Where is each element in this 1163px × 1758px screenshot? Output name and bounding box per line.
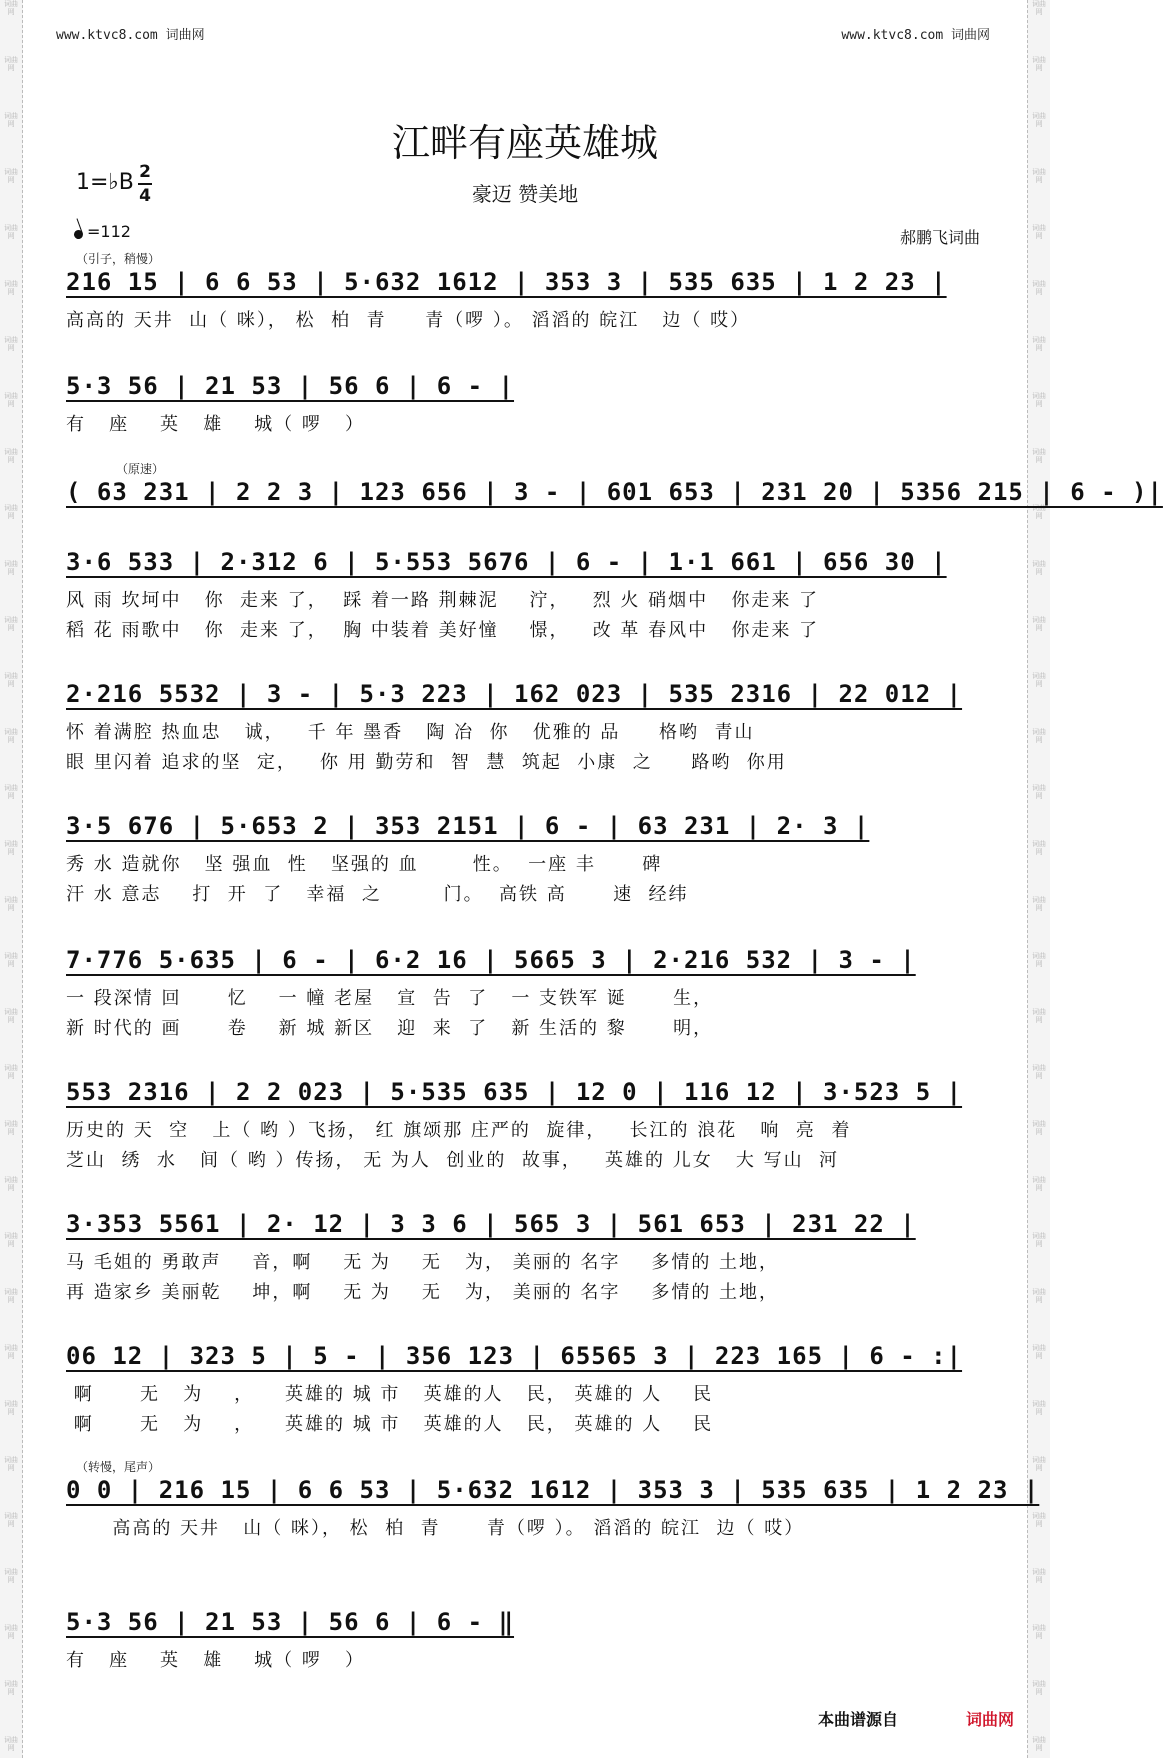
edge-watermark: 词曲网 [1032, 952, 1046, 968]
left-watermark-column [0, 0, 22, 1758]
jianpu-notes: 3·5 676 | 5·653 2 | 353 2151 | 6 - | 63 231 | 2· 3 | [66, 812, 870, 840]
time-divider [138, 183, 152, 185]
lyric-line: 啊 无 为 ， 英雄的 城 市 英雄的人 民， 英雄的 人 民 [66, 1384, 714, 1405]
song-expression: 豪迈 赞美地 [471, 182, 579, 206]
edge-watermark: 词曲网 [4, 1120, 18, 1136]
lyric-line: 有 座 英 雄 城（ 啰 ） [66, 414, 365, 435]
edge-watermark: 词曲网 [1032, 224, 1046, 240]
lyric-line: 高高的 天井 山（ 咪）， 松 柏 青 青（啰 ）。 滔滔的 皖江 边（ 哎） [66, 1518, 805, 1539]
footer-source-site[interactable]: 词曲网 [966, 1710, 1015, 1729]
lyric-line: 风 雨 坎坷中 你 走来 了， 踩 着一路 荆棘泥 泞， 烈 火 硝烟中 你走来 了 [66, 590, 820, 611]
lyric-line: 历史的 天 空 上（ 哟 ）飞扬， 红 旗颂那 庄严的 旋律， 长江的 浪花 响 亮 着 [66, 1120, 852, 1141]
lyric-line: 稻 花 雨歌中 你 走来 了， 胸 中装着 美好憧 憬， 改 革 春风中 你走来 了 [66, 620, 820, 641]
performance-direction: （原速） [116, 462, 165, 476]
edge-watermark: 词曲网 [1032, 1400, 1046, 1416]
edge-watermark: 词曲网 [4, 112, 18, 128]
edge-watermark: 词曲网 [4, 448, 18, 464]
edge-watermark: 词曲网 [4, 168, 18, 184]
edge-watermark: 词曲网 [4, 896, 18, 912]
edge-watermark: 词曲网 [4, 672, 18, 688]
edge-watermark: 词曲网 [4, 336, 18, 352]
edge-watermark: 词曲网 [4, 224, 18, 240]
edge-watermark: 词曲网 [1032, 1512, 1046, 1528]
edge-watermark: 词曲网 [1032, 392, 1046, 408]
lyric-line: 新 时代的 画 卷 新 城 新区 迎 来 了 新 生活的 黎 明， [66, 1018, 714, 1039]
jianpu-notes: 3·353 5561 | 2· 12 | 3 3 6 | 565 3 | 561 653 | 231 22 | [66, 1210, 916, 1238]
edge-watermark: 词曲网 [4, 616, 18, 632]
edge-watermark: 词曲网 [1032, 168, 1046, 184]
quarter-note-icon [73, 229, 85, 241]
song-title: 江畔有座英雄城 [391, 121, 658, 165]
lyric-line: 有 座 英 雄 城（ 啰 ） [66, 1650, 365, 1671]
edge-watermark: 词曲网 [1032, 1232, 1046, 1248]
time-signature [138, 162, 152, 206]
lyric-line: 芝山 绣 水 间（ 哟 ）传扬， 无 为人 创业的 故事， 英雄的 儿女 大 写山 河 [66, 1150, 840, 1171]
edge-watermark: 词曲网 [4, 1400, 18, 1416]
lyric-line: 一 段深情 回 忆 一 幢 老屋 宣 告 了 一 支铁军 诞 生， [66, 988, 714, 1009]
jianpu-notes: 216 15 | 6 6 53 | 5·632 1612 | 353 3 | 535 635 | 1 2 23 | [66, 268, 947, 296]
edge-watermark: 词曲网 [1032, 784, 1046, 800]
edge-watermark: 词曲网 [4, 1008, 18, 1024]
jianpu-notes: 3·6 533 | 2·312 6 | 5·553 5676 | 6 - | 1·1 661 | 656 30 | [66, 548, 947, 576]
time-numerator: 2 [139, 162, 151, 182]
edge-watermark: 词曲网 [1032, 1344, 1046, 1360]
site-url-right[interactable]: www.ktvc8.com 词曲网 [841, 28, 990, 43]
edge-watermark: 词曲网 [4, 1176, 18, 1192]
key-signature: 1=♭B [76, 170, 134, 195]
lyric-line: 马 毛姐的 勇敢声 音，啊 无 为 无 为， 美丽的 名字 多情的 土地， [66, 1252, 780, 1273]
edge-watermark: 词曲网 [1032, 448, 1046, 464]
edge-watermark: 词曲网 [4, 1512, 18, 1528]
edge-watermark: 词曲网 [4, 1680, 18, 1696]
edge-watermark: 词曲网 [1032, 56, 1046, 72]
edge-watermark: 词曲网 [1032, 1624, 1046, 1640]
edge-watermark: 词曲网 [1032, 336, 1046, 352]
edge-watermark: 词曲网 [4, 952, 18, 968]
edge-watermark: 词曲网 [1032, 1008, 1046, 1024]
edge-watermark: 词曲网 [1032, 1456, 1046, 1472]
time-denominator: 4 [139, 186, 151, 206]
edge-watermark: 词曲网 [4, 504, 18, 520]
performance-direction: （引子，稍慢） [76, 252, 161, 266]
edge-watermark: 词曲网 [1032, 560, 1046, 576]
edge-watermark: 词曲网 [4, 1736, 18, 1752]
lyric-line: 眼 里闪着 追求的坚 定， 你 用 勤劳和 智 慧 筑起 小康 之 路哟 你用 [66, 752, 787, 773]
edge-watermark: 词曲网 [1032, 504, 1046, 520]
edge-watermark: 词曲网 [4, 1064, 18, 1080]
edge-watermark: 词曲网 [4, 560, 18, 576]
jianpu-notes: 553 2316 | 2 2 023 | 5·535 635 | 12 0 | 116 12 | 3·523 5 | [66, 1078, 963, 1106]
edge-watermark: 词曲网 [1032, 1176, 1046, 1192]
edge-watermark: 词曲网 [1032, 280, 1046, 296]
jianpu-notes: 0 0 | 216 15 | 6 6 53 | 5·632 1612 | 353 3 | 535 635 | 1 2 23 | [66, 1476, 1040, 1504]
lyric-line: 秀 水 造就你 坚 强血 性 坚强的 血 性。 一座 丰 碑 [66, 854, 663, 875]
edge-watermark: 词曲网 [4, 280, 18, 296]
lyric-line: 汗 水 意志 打 开 了 幸福 之 门。 高铁 高 速 经纬 [66, 884, 689, 905]
footer-source-label: 本曲谱源自 [818, 1710, 899, 1729]
site-url-left[interactable]: www.ktvc8.com 词曲网 [56, 28, 205, 43]
left-margin-strip [0, 0, 23, 1758]
edge-watermark: 词曲网 [4, 840, 18, 856]
edge-watermark: 词曲网 [4, 1288, 18, 1304]
edge-watermark: 词曲网 [1032, 616, 1046, 632]
jianpu-notes: 2·216 5532 | 3 - | 5·3 223 | 162 023 | 535 2316 | 22 012 | [66, 680, 963, 708]
jianpu-notes: 5·3 56 | 21 53 | 56 6 | 6 - ‖ [66, 1608, 515, 1636]
jianpu-notes: 06 12 | 323 5 | 5 - | 356 123 | 65565 3 | 223 165 | 6 - :| [66, 1342, 963, 1370]
edge-watermark: 词曲网 [1032, 1736, 1046, 1752]
jianpu-notes: 7·776 5·635 | 6 - | 6·2 16 | 5665 3 | 2·216 532 | 3 - | [66, 946, 916, 974]
composer-credit: 郝鹏飞词曲 [899, 228, 980, 247]
edge-watermark: 词曲网 [1032, 1680, 1046, 1696]
edge-watermark: 词曲网 [1032, 1288, 1046, 1304]
edge-watermark: 词曲网 [4, 392, 18, 408]
tempo-marking [74, 222, 131, 241]
jianpu-notes: ( 63 231 | 2 2 3 | 123 656 | 3 - | 601 653 | 231 20 | 5356 215 | 6 - )| [66, 478, 1163, 506]
lyric-line: 高高的 天井 山（ 咪）， 松 柏 青 青（啰 ）。 滔滔的 皖江 边（ 哎） [66, 310, 751, 331]
edge-watermark: 词曲网 [1032, 112, 1046, 128]
lyric-line: 再 造家乡 美丽乾 坤，啊 无 为 无 为， 美丽的 名字 多情的 土地， [66, 1282, 780, 1303]
edge-watermark: 词曲网 [1032, 840, 1046, 856]
edge-watermark: 词曲网 [4, 728, 18, 744]
edge-watermark: 词曲网 [4, 0, 18, 16]
edge-watermark: 词曲网 [1032, 1120, 1046, 1136]
edge-watermark: 词曲网 [1032, 0, 1046, 16]
edge-watermark: 词曲网 [4, 1232, 18, 1248]
edge-watermark: 词曲网 [1032, 672, 1046, 688]
edge-watermark: 词曲网 [1032, 1064, 1046, 1080]
edge-watermark: 词曲网 [4, 1344, 18, 1360]
edge-watermark: 词曲网 [1032, 1568, 1046, 1584]
edge-watermark: 词曲网 [4, 1624, 18, 1640]
performance-direction: （转慢，尾声） [76, 1460, 161, 1474]
edge-watermark: 词曲网 [4, 56, 18, 72]
edge-watermark: 词曲网 [4, 1568, 18, 1584]
lyric-line: 啊 无 为 ， 英雄的 城 市 英雄的人 民， 英雄的 人 民 [66, 1414, 714, 1435]
edge-watermark: 词曲网 [1032, 896, 1046, 912]
edge-watermark: 词曲网 [1032, 728, 1046, 744]
edge-watermark: 词曲网 [4, 784, 18, 800]
jianpu-notes: 5·3 56 | 21 53 | 56 6 | 6 - | [66, 372, 515, 400]
tempo-value: =112 [87, 222, 131, 241]
edge-watermark: 词曲网 [4, 1456, 18, 1472]
lyric-line: 怀 着满腔 热血忠 诚， 千 年 墨香 陶 冶 你 优雅的 品 格哟 青山 [66, 722, 755, 743]
